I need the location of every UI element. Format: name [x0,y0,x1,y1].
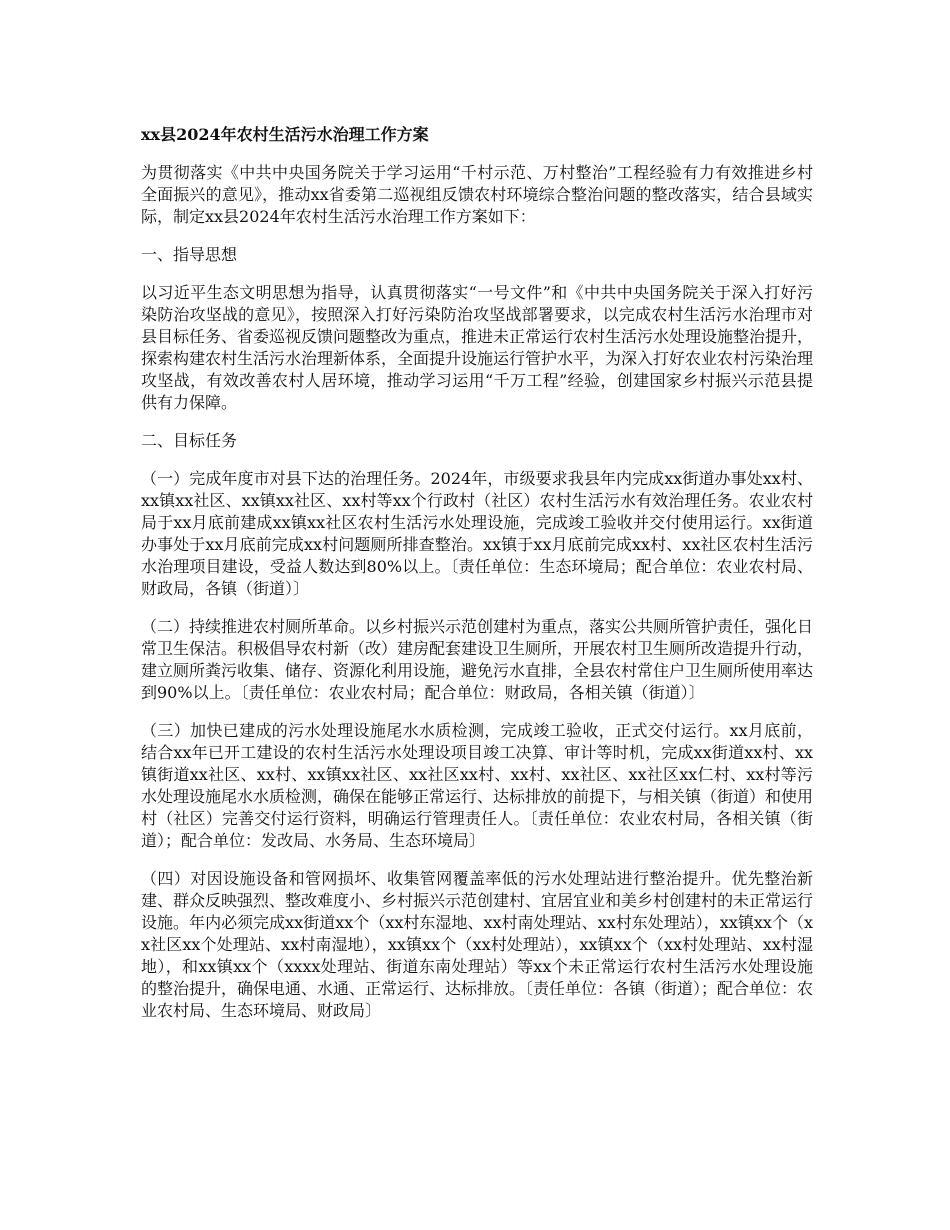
document-page [141,124,813,1038]
task-item-1: （一）完成年度市对县下达的治理任务。2024年，市级要求我县年内完成xx街道办事处xx村、xx镇xx社区、xx镇xx社区、xx村等xx个行政村（社区）农村生活污水有效治理任务。农业农村局于xx月底前建成xx镇xx社区农村生活污水处理设施，完成竣工验收并交付使用运行。xx街道办事处于xx月底前完成xx村问题厕所排查整治。xx镇于xx月底前完成xx村、xx社区农村生活污水治理项目建设，受益人数达到80%以上。〔责任单位：生态环境局；配合单位：农业农村局、财政局，各镇（街道）〕 [141,469,813,598]
task-item-2: （二）持续推进农村厕所革命。以乡村振兴示范创建村为重点，落实公共厕所管护责任，强化日常卫生保洁。积极倡导农村新（改）建房配套建设卫生厕所，开展农村卫生厕所改造提升行动，建立厕所粪污收集、储存、资源化利用设施，避免污水直排，全县农村常住户卫生厕所使用率达到90%以上。〔责任单位：农业农村局；配合单位：财政局，各相关镇（街道）〕 [141,617,814,702]
guiding-ideology-paragraph: 以习近平生态文明思想为指导，认真贯彻落实“一号文件”和《中共中央国务院关于深入打好污染防治攻坚战的意见》，按照深入打好污染防治攻坚战部署要求，以完成农村生活污水治理市对县目标任务、省委巡视反馈问题整改为重点，推进未正常运行农村生活污水处理设施整治提升，探索构建农村生活污水治理新体系，全面提升设施运行管护水平，为深入打好农业农村污染治理攻坚战，有效改善农村人居环境，推动学习运用“千万工程”经验，创建国家乡村振兴示范县提供有力保障。 [141,283,814,412]
section-heading-guiding-ideology: 一、指导思想 [141,245,238,264]
document-title: xx县2024年农村生活污水治理工作方案 [141,125,429,144]
section-heading-target-tasks: 二、目标任务 [141,431,238,450]
task-item-4: （四）对因设施设备和管网损坏、收集管网覆盖率低的污水处理站进行整治提升。优先整治新建、群众反映强烈、整改难度小、乡村振兴示范创建村、宜居宜业和美乡村创建村的未正常运行设施。年内必须完成xx街道xx个（xx村东湿地、xx村南处理站、xx村东处理站），xx镇xx个（xx社区xx个处理站、xx村南湿地），xx镇xx个（xx村处理站），xx镇xx个（xx村处理站、xx村湿地），和xx镇xx个（xxxx处理站、街道东南处理站）等xx个未正常运行农村生活污水处理设施的整治提升，确保电通、水通、正常运行、达标排放。〔责任单位：各镇（街道）；配合单位：农业农村局、生态环境局、财政局〕 [141,869,814,1020]
intro-paragraph: 为贯彻落实《中共中央国务院关于学习运用“千村示范、万村整治”工程经验有力有效推进乡村全面振兴的意见》，推动xx省委第二巡视组反馈农村环境综合整治问题的整改落实，结合县域实际，制定xx县2024年农村生活污水治理工作方案如下： [141,163,813,226]
task-item-3: （三）加快已建成的污水处理设施尾水水质检测，完成竣工验收，正式交付运行。xx月底前，结合xx年已开工建设的农村生活污水处理设项目竣工决算、审计等时机，完成xx街道xx村、xx镇街道xx社区、xx村、xx镇xx社区、xx社区xx村、xx村、xx社区、xx社区xx仁村、xx村等污水处理设施尾水水质检测，确保在能够正常运行、达标排放的前提下，与相关镇（街道）和使用村（社区）完善交付运行资料，明确运行管理责任人。〔责任单位：农业农村局，各相关镇（街道）；配合单位：发改局、水务局、生态环境局〕 [141,721,814,850]
